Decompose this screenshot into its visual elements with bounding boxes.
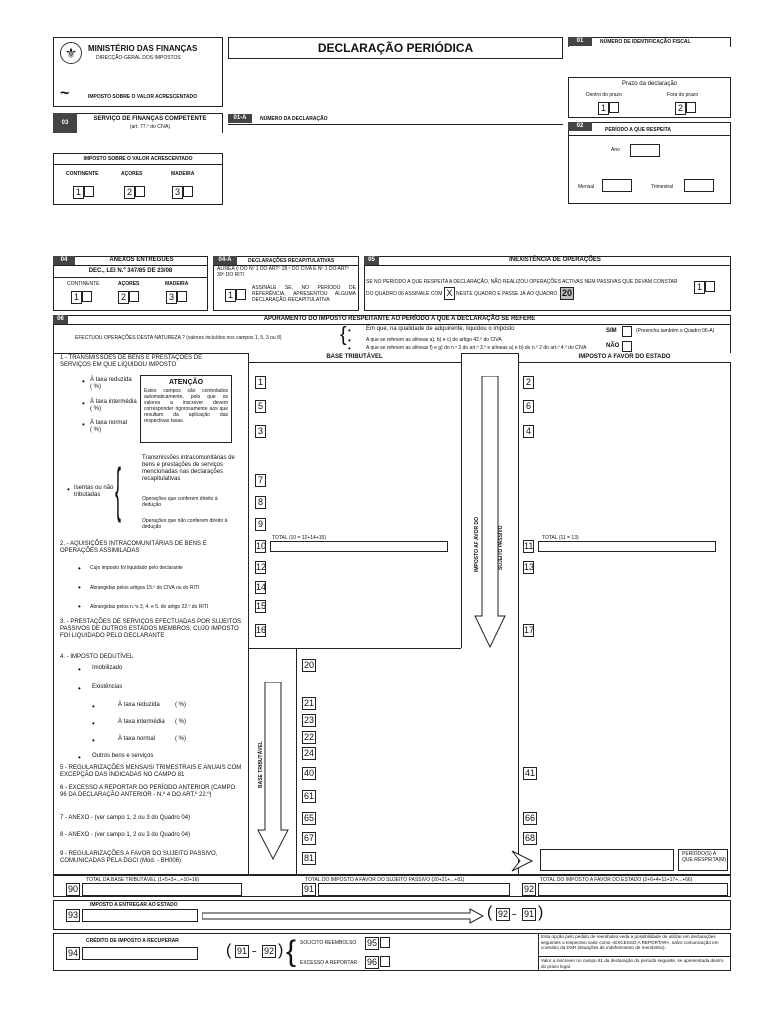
abr2-label: Abrangidas pelos n.ºs 3, 4. e 5. do artigo 22.º do RITI bbox=[90, 604, 209, 610]
solicito-checkbox[interactable] bbox=[380, 937, 390, 948]
ded-taxa-intermedia-label: À taxa intermédia bbox=[118, 719, 165, 725]
aque1-text: A que se referem as alíneas a), b) e c) do artigo 42.º do CIVA bbox=[366, 337, 502, 343]
bullet-icon: • bbox=[92, 736, 95, 745]
field-95-label: 95 bbox=[366, 938, 377, 948]
bullet-icon: • bbox=[82, 377, 85, 386]
chevron-right-icon bbox=[510, 849, 534, 873]
field-93-label: 93 bbox=[67, 910, 78, 920]
bullet-icon: • bbox=[78, 665, 81, 674]
conferem-label: Operações que conferem direito à dedução bbox=[142, 496, 218, 508]
arrow-right-icon bbox=[202, 908, 484, 924]
ded-taxa-intermedia-pct: ( %) bbox=[175, 719, 186, 725]
field-65-label: 65 bbox=[303, 813, 314, 823]
q05-quadro-box: 20 bbox=[561, 288, 572, 298]
field-91-input[interactable] bbox=[318, 883, 510, 896]
field-6-label: 6 bbox=[523, 400, 534, 413]
q04-acores-number: 2 bbox=[118, 291, 129, 304]
taxa-normal-pct: ( %) bbox=[90, 427, 101, 433]
tax-name: IMPOSTO SOBRE O VALOR ACRESCENTADO bbox=[88, 94, 197, 100]
outros-label: Outros bens e serviços bbox=[92, 753, 154, 759]
q01-number: 01 bbox=[568, 37, 592, 46]
q04-continente-checkbox[interactable] bbox=[82, 291, 92, 302]
section5-label: 5 - REGULARIZAÇÕES MENSAIS/ TRIMESTRAIS E ANUAIS COM EXCEPÇÃO DAS INDICADAS NO CAMPO 81 bbox=[60, 765, 242, 778]
paren-close-icon: ) bbox=[538, 904, 544, 921]
fora-prazo-number: 2 bbox=[675, 102, 686, 115]
total-base-label: TOTAL DA BASE TRIBUTÁVEL (1+5+3+...+10+16) bbox=[86, 877, 200, 883]
page-title: DECLARAÇÃO PERIÓDICA bbox=[317, 41, 474, 55]
q03-continente-checkbox[interactable] bbox=[84, 186, 94, 197]
dentro-prazo-number: 1 bbox=[598, 102, 609, 115]
excesso-checkbox[interactable] bbox=[380, 956, 390, 967]
paren-close-icon: ) bbox=[278, 942, 284, 959]
bullet-icon: • bbox=[67, 485, 70, 494]
entregar-label: IMPOSTO A ENTREGAR AO ESTADO bbox=[90, 902, 178, 908]
formula-92b-label: 92 bbox=[263, 946, 274, 956]
field-15-label: 15 bbox=[256, 601, 267, 611]
nao-label: NÃO bbox=[606, 343, 620, 349]
bullet-icon: • bbox=[348, 326, 351, 335]
brace-icon: { bbox=[340, 324, 347, 346]
base-tributavel-vertical: BASE TRIBUTÁVEL bbox=[258, 741, 264, 788]
section6-label: 6 - EXCESSO A REPORTAR DO PERÍODO ANTERIOR (CAMPO 96 DA DECLARAÇÃO ANTERIOR - N.º 4 DO ART.º 22.º) bbox=[60, 785, 236, 798]
paren-open-icon: ( bbox=[226, 942, 232, 959]
efectuou-question: EFECTUOU OPERAÇÕES DESTA NATUREZA ? (valores incluídos nos campos 1, 5, 3 ou 8) bbox=[75, 335, 282, 341]
fora-prazo-label: Fora do prazo bbox=[667, 92, 699, 98]
bullet-icon: • bbox=[348, 344, 351, 353]
abr1-label: Abrangidas pelos artigos 15.º do CIVA ou do RITI bbox=[90, 585, 200, 591]
bullet-icon: • bbox=[82, 399, 85, 408]
dentro-prazo-checkbox[interactable] bbox=[609, 102, 619, 113]
q04a-checkbox[interactable] bbox=[236, 289, 246, 300]
recuperar-label: CRÉDITO DE IMPOSTO A RECUPERAR bbox=[86, 938, 179, 944]
intracom-label: Transmissões intracomunitárias de bens e prestações de serviços mencionadas nas declarações recapitulativas bbox=[142, 455, 235, 482]
ded-taxa-reduzida-label: À taxa reduzida bbox=[118, 702, 160, 708]
bullet-icon: • bbox=[82, 420, 85, 429]
nao-checkbox[interactable] bbox=[622, 341, 632, 352]
q04-acores-label: AÇORES bbox=[118, 281, 140, 287]
q04-madeira-number: 3 bbox=[166, 291, 177, 304]
q05-number: 05 bbox=[364, 256, 379, 265]
field-66-label: 66 bbox=[524, 813, 535, 823]
field-41-label: 41 bbox=[524, 768, 535, 778]
periodo-label: PERÍODO(S) A QUE RESPEITA(M) bbox=[682, 851, 727, 863]
field-12-label: 12 bbox=[256, 562, 267, 572]
brace-icon: { bbox=[115, 456, 122, 523]
field-90-input[interactable] bbox=[82, 883, 242, 896]
section3-label: 3. - PRESTAÇÕES DE SERVIÇOS EFECTUADAS POR SUJEITOS PASSIVOS DE OUTROS ESTADOS MEMBROS, CUJO IMPOSTO FOI LIQUIDADO PELO DECLARANTE bbox=[60, 619, 242, 639]
q04-madeira-label: MADEIRA bbox=[165, 281, 189, 287]
field-61-label: 61 bbox=[303, 791, 314, 801]
field-23-label: 23 bbox=[303, 715, 314, 725]
field-92-label: 92 bbox=[523, 884, 534, 894]
q03-madeira-number: 3 bbox=[172, 186, 183, 199]
section9-label: 9 - REGULARIZAÇÕES A FAVOR DO SUJEITO PASSIVO, COMUNICADAS PELA DGCI (Mod. - BH006) bbox=[60, 851, 218, 864]
field-9-label: 9 bbox=[255, 518, 266, 531]
bullet-icon: • bbox=[92, 719, 95, 728]
q05-label: INEXISTÊNCIA DE OPERAÇÕES bbox=[509, 257, 601, 263]
field-24-label: 24 bbox=[303, 748, 314, 758]
q03-number: 03 bbox=[53, 113, 77, 133]
base-header: BASE TRIBUTÁVEL bbox=[248, 353, 461, 363]
q06-number: 06 bbox=[53, 315, 68, 324]
field-92-input[interactable] bbox=[538, 883, 728, 896]
field-91-label: 91 bbox=[303, 884, 314, 894]
field-94-input[interactable] bbox=[82, 947, 198, 960]
q03-continente-number: 1 bbox=[73, 186, 84, 199]
section1-label: 1 - TRANSMISSÕES DE BENS E PRESTAÇÕES DE SERVIÇOS EM QUE LIQUIDOU IMPOSTO bbox=[60, 355, 203, 368]
bullet-icon: • bbox=[78, 602, 81, 611]
q06-label: APURAMENTO DO IMPOSTO RESPEITANTE AO PERÍODO A QUE A DECLARAÇÃO SE REFERE bbox=[263, 316, 536, 322]
formula-91b-label: 91 bbox=[236, 946, 247, 956]
q04a-number: 04-A bbox=[213, 256, 237, 265]
q04-number: 04 bbox=[53, 256, 75, 265]
formula-92-label: 92 bbox=[497, 909, 508, 919]
field-93-input[interactable] bbox=[82, 909, 198, 922]
ded-taxa-normal-label: À taxa normal bbox=[118, 736, 156, 742]
field-81-label: 81 bbox=[303, 853, 314, 863]
q05-text1: SE NO PERÍODO A QUE RESPEITA A DECLARAÇÃO, NÃO REALIZOU OPERAÇÕES ACTIVAS NEM PASSIVAS QUE DEVAM CONSTAR bbox=[366, 279, 678, 285]
field-1-label: 1 bbox=[255, 376, 266, 389]
q04-acores-checkbox[interactable] bbox=[129, 291, 139, 302]
taxa-reduzida-pct: ( %) bbox=[90, 384, 101, 390]
field-4-label: 4 bbox=[523, 425, 534, 438]
bullet-icon: • bbox=[348, 336, 351, 345]
field-22-label: 22 bbox=[303, 732, 314, 742]
excesso-label: EXCESSO A REPORTAR bbox=[300, 960, 358, 966]
field-3-label: 3 bbox=[255, 425, 266, 438]
field-21-label: 21 bbox=[303, 698, 314, 708]
ministry-name: MINISTÉRIO DAS FINANÇAS bbox=[88, 44, 198, 53]
q01a-number: 01-A bbox=[228, 114, 252, 123]
q04-madeira-checkbox[interactable] bbox=[177, 291, 187, 302]
brace-icon: { bbox=[286, 935, 297, 968]
formula-minus: – bbox=[512, 910, 517, 919]
ano-label: Ano bbox=[611, 147, 620, 153]
q02-label: PERÍODO A QUE RESPEITA bbox=[605, 127, 671, 133]
bullet-icon: • bbox=[78, 564, 81, 573]
taxa-normal-label: À taxa normal bbox=[90, 420, 128, 426]
q04-continente-number: 1 bbox=[71, 291, 82, 304]
field-2-label: 2 bbox=[523, 376, 534, 389]
field-67-label: 67 bbox=[303, 833, 314, 843]
q02-number: 02 bbox=[568, 122, 592, 131]
q03-madeira-label: MADEIRA bbox=[171, 171, 195, 177]
nif-input[interactable] bbox=[568, 47, 731, 77]
ded-taxa-reduzida-pct: ( %) bbox=[175, 702, 186, 708]
q04a-label: DECLARAÇÕES RECAPITULATIVAS bbox=[248, 258, 335, 264]
field-11-label: 11 bbox=[524, 541, 534, 551]
formula-91-label: 91 bbox=[523, 909, 534, 919]
field-17-label: 17 bbox=[524, 625, 535, 635]
existencias-label: Existências bbox=[92, 684, 123, 690]
total-estado-label: TOTAL DO IMPOSTO A FAVOR DO ESTADO (2+6+4+11+17+...+66) bbox=[540, 877, 693, 883]
field-96-label: 96 bbox=[366, 957, 377, 967]
trimestral-label: Trimestral bbox=[651, 184, 674, 190]
field-68-label: 68 bbox=[524, 833, 535, 843]
opcao-note: Esta opção pelo pedido de reembolso veda a possibilidade de utilizar em declarações seguintes o respectivo valor como «EXCESSO A REPORTAR», salvo comunicação em contrário da DSR (situações de indeferimento de reembolso). bbox=[541, 934, 719, 950]
coat-of-arms-icon: ⚜ bbox=[60, 42, 82, 64]
nao-conferem-label: Operações que não conferem direito à dedução bbox=[142, 518, 228, 530]
q03-label: SERVIÇO DE FINANÇAS COMPETENTE bbox=[93, 116, 207, 122]
field-90-label: 90 bbox=[67, 884, 78, 894]
total-sp-label: TOTAL DO IMPOSTO A FAVOR DO SUJEITO PASSIVO (20+21+...+81) bbox=[305, 877, 465, 883]
field-94-label: 94 bbox=[67, 948, 78, 958]
solicito-label: SOLICITO REEMBOLSO bbox=[300, 940, 357, 946]
ded-taxa-normal-pct: ( %) bbox=[175, 736, 186, 742]
ano-input[interactable] bbox=[630, 144, 660, 157]
q05-text2a: DO QUADRO 06 ASSINALE COM bbox=[366, 291, 443, 297]
q04-dec-lei: DEC., LEI N.º 347/85 DE 23/08 bbox=[88, 268, 173, 274]
q05-text2b: NESTE QUADRO E PASSE JÁ AO QUADRO bbox=[456, 291, 558, 297]
field-20-label: 20 bbox=[303, 660, 314, 670]
q03-acores-checkbox[interactable] bbox=[135, 186, 145, 197]
aque2-text: A que se referem as alíneas f) e g) do n.º 3 do art.º 3.º e alíneas a) e b) do n.º 2 do art.º 4.º do CIVA bbox=[366, 345, 587, 351]
valor-note: Valor a inscrever no campo 61 da declaração do período seguinte, se apresentada dentro do prazo legal. bbox=[541, 958, 724, 969]
q03-tax-name: IMPOSTO SOBRE O VALOR ACRESCENTADO bbox=[83, 156, 193, 162]
section4-label: 4. - IMPOSTO DEDUTÍVEL bbox=[60, 654, 134, 660]
field-13-label: 13 bbox=[524, 562, 535, 572]
field-40-label: 40 bbox=[303, 768, 314, 778]
formula-minus-2: – bbox=[252, 947, 257, 956]
imposto-header: IMPOSTO A FAVOR DO ESTADO bbox=[518, 353, 731, 363]
preencha-text: (Preencha também o Quadro 06-A) bbox=[636, 328, 715, 334]
field-11-input[interactable] bbox=[538, 541, 716, 552]
q03-acores-label: AÇORES bbox=[121, 171, 143, 177]
field-16-label: 16 bbox=[256, 625, 267, 635]
taxa-reduzida-label: À taxa reduzida bbox=[90, 377, 132, 383]
sujeito-passivo-vertical: SUJEITO PASSIVO bbox=[498, 525, 504, 570]
q04a-number-box: 1 bbox=[225, 289, 236, 302]
field-10-label: 10 bbox=[256, 541, 267, 551]
atencao-text: Estes campos são controlados automaticamente, pelo que os valores a inscrever devem corresponder rigorosamente aos que resultam da aplicação das respectivas taxas. bbox=[144, 388, 228, 424]
field-14-label: 14 bbox=[256, 582, 267, 592]
bullet-icon: • bbox=[92, 702, 95, 711]
trimestral-input[interactable] bbox=[684, 179, 714, 192]
field-10-input[interactable] bbox=[270, 541, 448, 552]
taxa-intermedia-pct: ( %) bbox=[90, 406, 101, 412]
section7-label: 7 - ANEXO - (ver campo 1, 2 ou 3 do Quadro 04) bbox=[60, 815, 191, 821]
isentas-label: Isentas ou não tributadas bbox=[74, 485, 114, 498]
periodo-input[interactable] bbox=[540, 849, 674, 871]
q05-number-box: 1 bbox=[694, 281, 705, 294]
q04a-text: ASSINALE SE, NO PERÍODO DE REFERÊNCIA, APRESENTOU ALGUMA DECLARAÇÃO RECAPITULATIVA bbox=[252, 285, 356, 303]
q04-continente-label: CONTINENTE bbox=[67, 281, 100, 287]
mensal-label: Mensal bbox=[578, 184, 595, 190]
prazo-label: Prazo da declaração bbox=[621, 81, 678, 87]
servico-financas-input[interactable] bbox=[53, 133, 223, 153]
q01-label: NÚMERO DE IDENTIFICAÇÃO FISCAL bbox=[600, 39, 691, 45]
q03-sub: (art. 77.º do CIVA) bbox=[129, 124, 171, 130]
q03-madeira-checkbox[interactable] bbox=[183, 186, 193, 197]
total10-label: TOTAL (10 = 12+14+15) bbox=[272, 535, 326, 541]
imposto-favor-vertical: IMPOSTO AF AVOR DO bbox=[474, 516, 480, 572]
bullet-icon: • bbox=[78, 684, 81, 693]
emque-text: Em que, na qualidade de adquirente, liquidou o imposto bbox=[366, 326, 515, 332]
fora-prazo-checkbox[interactable] bbox=[686, 102, 696, 113]
q01a-label: NÚMERO DA DECLARAÇÃO bbox=[260, 116, 328, 122]
iva-logo-icon: ~ bbox=[60, 85, 70, 102]
q04-label: ANEXOS ENTREGUES bbox=[109, 257, 174, 263]
field-7-label: 7 bbox=[255, 474, 266, 487]
cujo-label: Cujo imposto foi liquidado pelo declarante bbox=[90, 565, 183, 571]
q04a-alinea: ALINEA i) DO Nº 1 DO ARTº 28.º DO CIVA E Nº 1 DO ARTº 30º DO RITI bbox=[217, 266, 350, 278]
sim-label: SIM bbox=[606, 328, 617, 334]
section2-label: 2. - AQUISIÇÕES INTRACOMUNITÁRIAS DE BENS E OPERAÇÕES ASSIMILADAS bbox=[60, 541, 207, 554]
q05-checkbox[interactable] bbox=[705, 281, 715, 292]
field-5-label: 5 bbox=[255, 400, 266, 413]
taxa-intermedia-label: À taxa intermédia bbox=[90, 399, 137, 405]
section8-label: 8 - ANEXO - (ver campo 1, 2 ou 3 do Quadro 04) bbox=[60, 832, 191, 838]
directorate-name: DIRECÇÃO-GERAL DOS IMPOSTOS bbox=[96, 55, 181, 61]
arrow-down-icon bbox=[474, 376, 506, 648]
mensal-input[interactable] bbox=[602, 179, 632, 192]
imobilizado-label: Imobilizado bbox=[92, 665, 123, 671]
q05-x-box[interactable]: X bbox=[444, 287, 455, 300]
total11-label: TOTAL (11 = 13) bbox=[542, 535, 579, 541]
q03-acores-number: 2 bbox=[124, 186, 135, 199]
field-8-label: 8 bbox=[255, 496, 266, 509]
bullet-icon: • bbox=[78, 583, 81, 592]
atencao-title: ATENÇÃO bbox=[168, 379, 204, 386]
q03-continente-label: CONTINENTE bbox=[66, 171, 99, 177]
sim-checkbox[interactable] bbox=[622, 326, 632, 337]
dentro-prazo-label: Dentro do prazo bbox=[586, 92, 622, 98]
paren-open-icon: ( bbox=[487, 904, 493, 921]
bullet-icon: • bbox=[78, 753, 81, 762]
